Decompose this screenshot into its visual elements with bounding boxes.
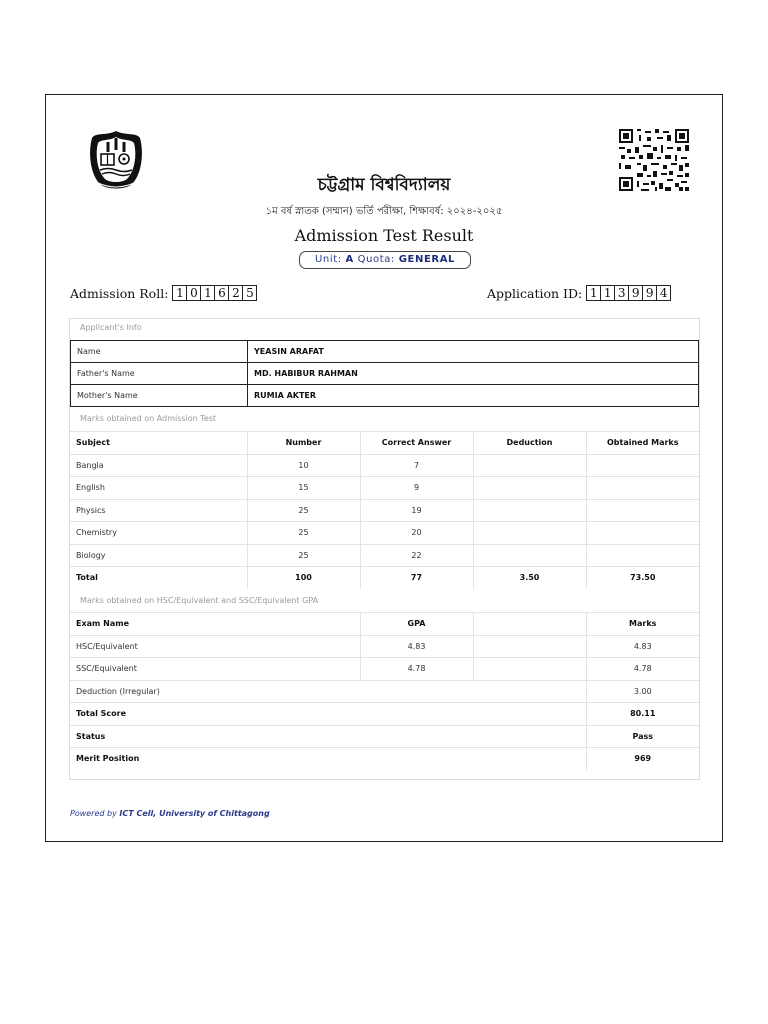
quota-value: GENERAL <box>398 254 456 265</box>
deduction-label: Deduction (Irregular) <box>70 680 586 703</box>
total-label: Total <box>70 567 247 589</box>
deduction-cell <box>473 522 586 545</box>
column-header: Number <box>247 432 360 455</box>
application-digit: 9 <box>642 285 657 301</box>
deduction-value: 3.00 <box>586 680 699 703</box>
total-obtained: 73.50 <box>586 567 699 589</box>
info-value: MD. HABIBUR RAHMAN <box>248 363 699 385</box>
table-row <box>70 499 699 522</box>
column-header: Subject <box>70 432 247 455</box>
roll-digit: 2 <box>228 285 243 301</box>
column-header: Marks <box>586 613 699 636</box>
table-row <box>70 635 699 658</box>
deduction-cell <box>473 544 586 567</box>
merit-label: Merit Position <box>70 748 586 770</box>
correct-cell: 22 <box>360 544 473 567</box>
total-number: 100 <box>247 567 360 589</box>
marks-cell: 4.83 <box>586 635 699 658</box>
table-row <box>70 658 699 681</box>
roll-digit: 5 <box>242 285 257 301</box>
table-row <box>70 454 699 477</box>
application-id-label: Application ID: <box>487 285 583 301</box>
info-value: RUMIA AKTER <box>248 385 699 407</box>
deduction-cell <box>473 477 586 500</box>
table-row <box>70 680 699 703</box>
table-row <box>71 385 699 407</box>
info-key: Name <box>71 341 248 363</box>
info-key: Mother's Name <box>71 385 248 407</box>
total-row <box>70 567 699 589</box>
info-key: Father's Name <box>71 363 248 385</box>
subject-cell: English <box>70 477 247 500</box>
obtained-cell <box>586 454 699 477</box>
obtained-cell <box>586 499 699 522</box>
table-header-row <box>70 432 699 455</box>
application-id <box>487 285 671 301</box>
column-header: Obtained Marks <box>586 432 699 455</box>
number-cell: 25 <box>247 499 360 522</box>
footer-prefix: Powered by <box>70 809 120 818</box>
roll-digit: 0 <box>186 285 201 301</box>
correct-cell: 9 <box>360 477 473 500</box>
subject-cell: Chemistry <box>70 522 247 545</box>
number-cell: 10 <box>247 454 360 477</box>
application-digit: 4 <box>656 285 671 301</box>
total-correct: 77 <box>360 567 473 589</box>
gpa-cell: 4.83 <box>360 635 473 658</box>
application-digit: 1 <box>586 285 601 301</box>
total-deduction: 3.50 <box>473 567 586 589</box>
obtained-cell <box>586 477 699 500</box>
table-row <box>70 748 699 770</box>
admission-roll-label: Admission Roll: <box>70 285 169 301</box>
gpa-marks-table <box>70 612 699 770</box>
column-header: Deduction <box>473 432 586 455</box>
table-row <box>70 725 699 748</box>
subject-cell: Bangla <box>70 454 247 477</box>
roll-digit: 1 <box>200 285 215 301</box>
column-header: GPA <box>360 613 473 636</box>
roll-digit: 6 <box>214 285 229 301</box>
table-row <box>70 703 699 726</box>
correct-cell: 20 <box>360 522 473 545</box>
total-score-value: 80.11 <box>586 703 699 726</box>
merit-value: 969 <box>586 748 699 770</box>
table-row <box>71 341 699 363</box>
table-row <box>70 522 699 545</box>
deduction-cell <box>473 499 586 522</box>
number-cell: 25 <box>247 522 360 545</box>
page-title: Admission Test Result <box>294 226 474 245</box>
obtained-cell <box>586 522 699 545</box>
status-label: Status <box>70 725 586 748</box>
info-value: YEASIN ARAFAT <box>248 341 699 363</box>
unit-quota-badge <box>299 251 471 269</box>
exam-cell: SSC/Equivalent <box>70 658 360 681</box>
subject-cell: Biology <box>70 544 247 567</box>
status-value: Pass <box>586 725 699 748</box>
column-header <box>473 613 586 636</box>
footer-org: ICT Cell, University of Chittagong <box>119 809 270 818</box>
obtained-cell <box>586 544 699 567</box>
column-header: Exam Name <box>70 613 360 636</box>
empty-cell <box>473 635 586 658</box>
application-digit: 1 <box>600 285 615 301</box>
admission-marks-heading: Marks obtained on Admission Test <box>80 414 217 423</box>
roll-digit: 1 <box>172 285 187 301</box>
subject-cell: Physics <box>70 499 247 522</box>
quota-label: Quota: <box>357 254 395 265</box>
application-digit: 9 <box>628 285 643 301</box>
number-cell: 25 <box>247 544 360 567</box>
applicant-info-table <box>70 340 699 407</box>
empty-cell <box>473 658 586 681</box>
exam-subtitle: ১ম বর্ষ স্নাতক (সম্মান) ভর্তি পরীক্ষা, শিক্ষাবর্ষ: ২০২৪-২০২৫ <box>265 206 503 217</box>
unit-label: Unit: <box>314 254 342 265</box>
gpa-cell: 4.78 <box>360 658 473 681</box>
table-row <box>71 363 699 385</box>
admission-roll <box>70 285 257 301</box>
unit-value: A <box>345 254 354 265</box>
admission-marks-table <box>70 431 699 589</box>
marks-cell: 4.78 <box>586 658 699 681</box>
number-cell: 15 <box>247 477 360 500</box>
total-score-label: Total Score <box>70 703 586 726</box>
exam-cell: HSC/Equivalent <box>70 635 360 658</box>
deduction-cell <box>473 454 586 477</box>
powered-by-footer <box>70 809 270 818</box>
correct-cell: 7 <box>360 454 473 477</box>
application-digit: 3 <box>614 285 629 301</box>
correct-cell: 19 <box>360 499 473 522</box>
column-header: Correct Answer <box>360 432 473 455</box>
applicant-info-heading: Applicant's Info <box>80 323 142 332</box>
table-row <box>70 477 699 500</box>
gpa-marks-heading: Marks obtained on HSC/Equivalent and SSC/Equivalent GPA <box>80 596 319 605</box>
university-name: চট্টগ্রাম বিশ্ববিদ্যালয় <box>317 175 451 195</box>
table-row <box>70 544 699 567</box>
table-header-row <box>70 613 699 636</box>
